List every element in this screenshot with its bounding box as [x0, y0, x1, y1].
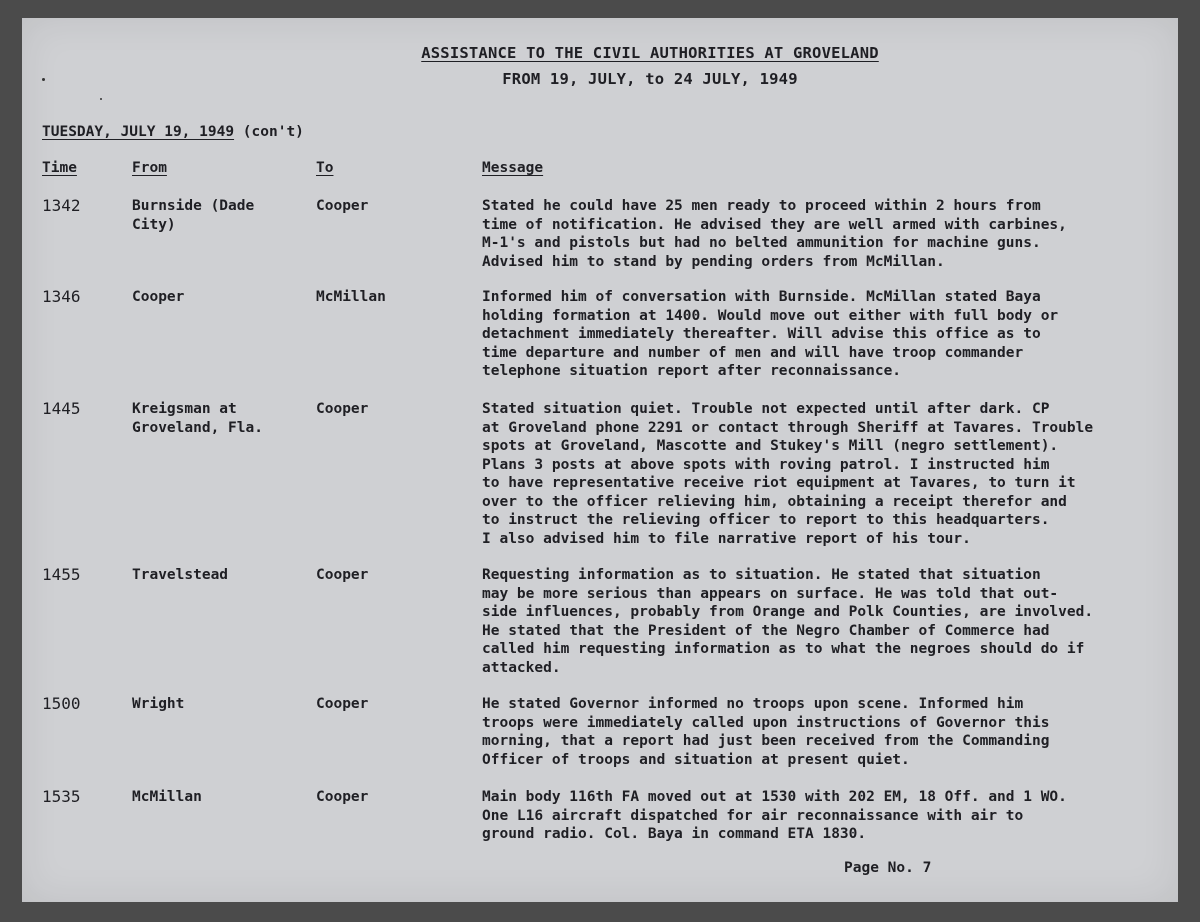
day-heading-suffix: (con't) — [242, 124, 304, 140]
entry-to: Cooper — [316, 696, 369, 712]
entry-message: Stated he could have 25 men ready to proceed within 2 hours from time of notification. He advised they are well armed with carbines, M-1's and pistols but had no belted ammunition for machine guns. Advised him to stand by pending orders from McMillan. — [482, 198, 1067, 270]
entry-from: McMillan — [132, 789, 202, 805]
page-number: Page No. 7 — [844, 860, 932, 876]
entry-time: 1535 — [42, 787, 81, 806]
entry-message: Stated situation quiet. Trouble not expected until after dark. CP at Groveland phone 2291 or contact through Sheriff at Tavares. Trouble spots at Groveland, Mascotte and Stukey's Mill (negro settlement). Plans 3 posts at above spots with roving patrol. I instructed him to have representative receive riot equipment at Tavares, to turn it over to the officer relieving him, obtaining a receipt therefor and to instruct the relieving officer to report to this headquarters. I also advised him to file narrative report of his tour. — [482, 401, 1094, 547]
entry-message: Main body 116th FA moved out at 1530 with 202 EM, 18 Off. and 1 WO. One L16 aircraft dispatched for air reconnaissance with air to ground radio. Col. Baya in command ETA 1830. — [482, 789, 1067, 842]
entry-from: Kreigsman at Groveland, Fla. — [132, 401, 263, 436]
day-heading — [42, 124, 304, 140]
scan-speck — [100, 98, 102, 100]
entry-message: He stated Governor informed no troops upon scene. Informed him troops were immediately called upon instructions of Governor this morning, that a report had just been received from the Commanding Officer of troops and situation at present quiet. — [482, 696, 1050, 768]
entry-from: Wright — [132, 696, 185, 712]
entry-time: 1342 — [42, 196, 81, 215]
entry-time: 1455 — [42, 565, 81, 584]
document-page — [22, 18, 1178, 902]
column-header-from: From — [132, 160, 167, 176]
entry-time: 1346 — [42, 287, 81, 306]
entry-message: Informed him of conversation with Burnside. McMillan stated Baya holding formation at 1400. Would move out either with full body or detachment immediately thereafter. Will advise this office as to time departure and number of men and will have troop commander telephone situation report after reconnaissance. — [482, 289, 1059, 379]
column-header-to: To — [316, 160, 334, 176]
entry-to: Cooper — [316, 198, 369, 214]
document-subtitle: FROM 19, JULY, to 24 JULY, 1949 — [502, 70, 798, 88]
entry-time: 1445 — [42, 399, 81, 418]
entry-from: Burnside (Dade City) — [132, 198, 255, 233]
entry-from: Travelstead — [132, 567, 229, 583]
entry-to: Cooper — [316, 789, 369, 805]
column-header-time: Time — [42, 160, 77, 176]
entry-time: 1500 — [42, 694, 81, 713]
entry-to: Cooper — [316, 401, 369, 417]
scan-speck — [42, 78, 45, 81]
column-header-message: Message — [482, 160, 544, 176]
entry-message: Requesting information as to situation. He stated that situation may be more serious than appears on surface. He was told that out- side influences, probably from Orange and Polk Counties, are involved. He stated that the President of the Negro Chamber of Commerce had called him requesting information as to what the negroes should do if attacked. — [482, 567, 1094, 676]
entry-from: Cooper — [132, 289, 185, 305]
document-title: ASSISTANCE TO THE CIVIL AUTHORITIES AT GROVELAND — [421, 44, 879, 62]
entry-to: Cooper — [316, 567, 369, 583]
entry-to: McMillan — [316, 289, 386, 305]
day-heading-date: TUESDAY, JULY 19, 1949 — [42, 124, 235, 140]
